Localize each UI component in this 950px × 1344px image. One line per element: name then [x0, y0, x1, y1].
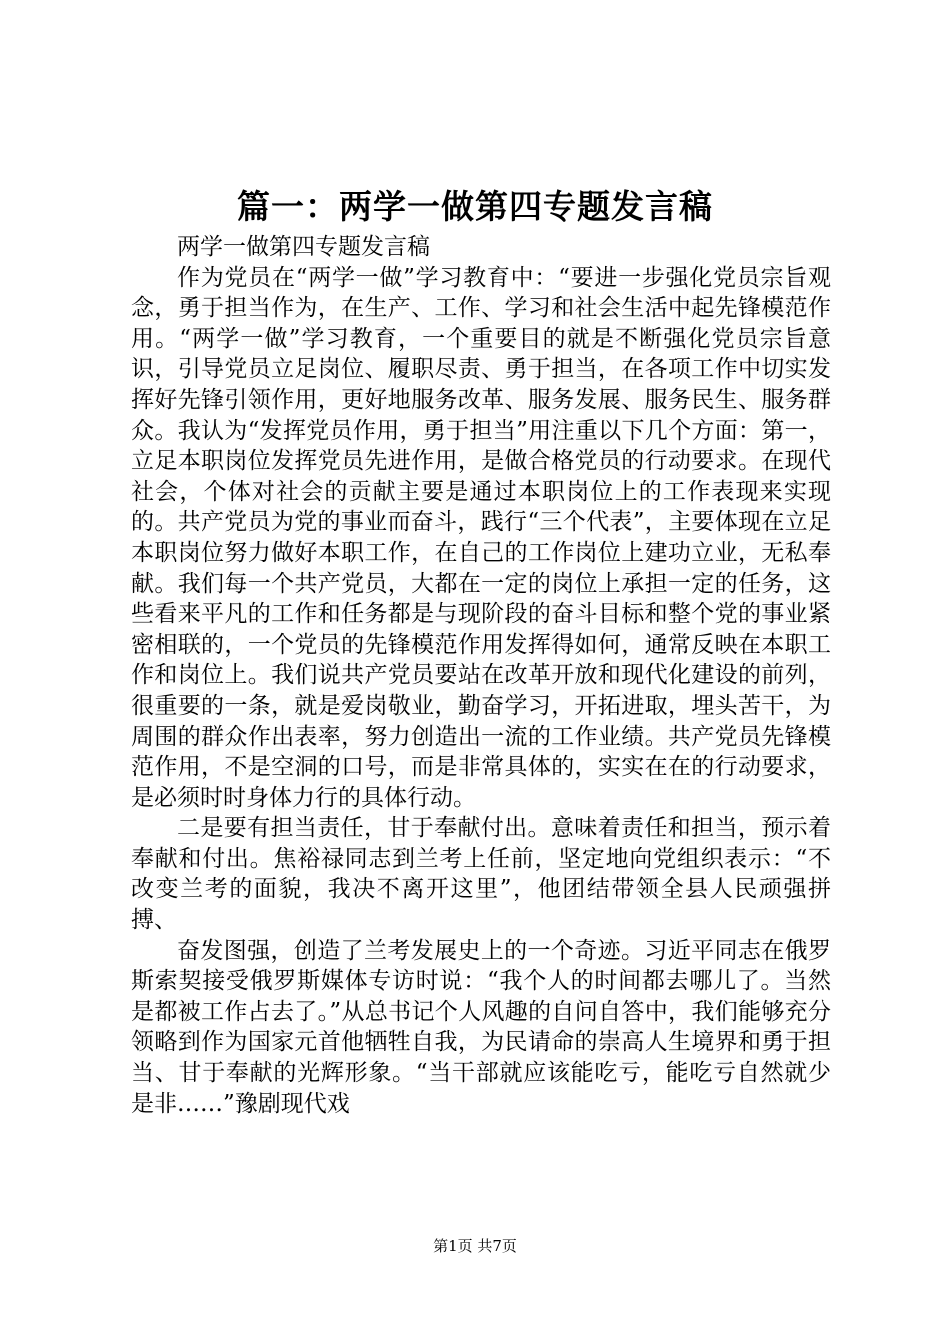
body-paragraph: 二是要有担当责任，甘于奉献付出。意味着责任和担当，预示着奉献和付出。焦裕禄同志到兰考上任前，坚定地向党组织表示：“不改变兰考的面貌，我决不离开这里”，他团结带领全县人民顽强拼搏、 [131, 815, 831, 934]
body-paragraph: 作为党员在“两学一做”学习教育中：“要进一步强化党员宗旨观念，勇于担当作为，在生产、工作、学习和社会生活中起先锋模范作用。“两学一做”学习教育，一个重要目的就是不断强化党员宗旨意识，引导党员立足岗位、履职尽责、勇于担当，在各项工作中切实发挥好先锋引领作用，更好地服务改革、服务发展、服务民生、服务群众。我认为“发挥党员作用，勇于担当”用注重以下几个方面：第一，立足本职岗位发挥党员先进作用，是做合格党员的行动要求。在现代社会，个体对社会的贡献主要是通过本职岗位上的工作表现来实现的。共产党员为党的事业而奋斗，践行“三个代表”，主要体现在立足本职岗位努力做好本职工作，在自己的工作岗位上建功立业，无私奉献。我们每一个共产党员，大都在一定的岗位上承担一定的任务，这些看来平凡的工作和任务都是与现阶段的奋斗目标和整个党的事业紧密相联的，一个党员的先锋模范作用发挥得如何，通常反映在本职工作和岗位上。我们说共产党员要站在改革开放和现代化建设的前列，很重要的一条，就是爱岗敬业，勤奋学习，开拓进取，埋头苦干，为周围的群众作出表率，努力创造出一流的工作业绩。共产党员先锋模范作用，不是空洞的口号，而是非常具体的，实实在在的行动要求，是必须时时身体力行的具体行动。 [131, 264, 831, 811]
page-footer: 第1页 共7页 [433, 1237, 517, 1255]
body-paragraph: 两学一做第四专题发言稿 [177, 234, 430, 260]
document-title: 篇一：两学一做第四专题发言稿 [237, 187, 713, 226]
body-paragraph: 奋发图强，创造了兰考发展史上的一个奇迹。习近平同志在俄罗斯索契接受俄罗斯媒体专访时说：“我个人的时间都去哪儿了。当然是都被工作占去了。”从总书记个人风趣的自问自答中，我们能够充分领略到作为国家元首他牺牲自我，为民请命的崇高人生境界和勇于担当、甘于奉献的光辉形象。“当干部就应该能吃亏，能吃亏自然就少是非……”豫剧现代戏 [131, 937, 831, 1117]
document-body [131, 232, 831, 1119]
